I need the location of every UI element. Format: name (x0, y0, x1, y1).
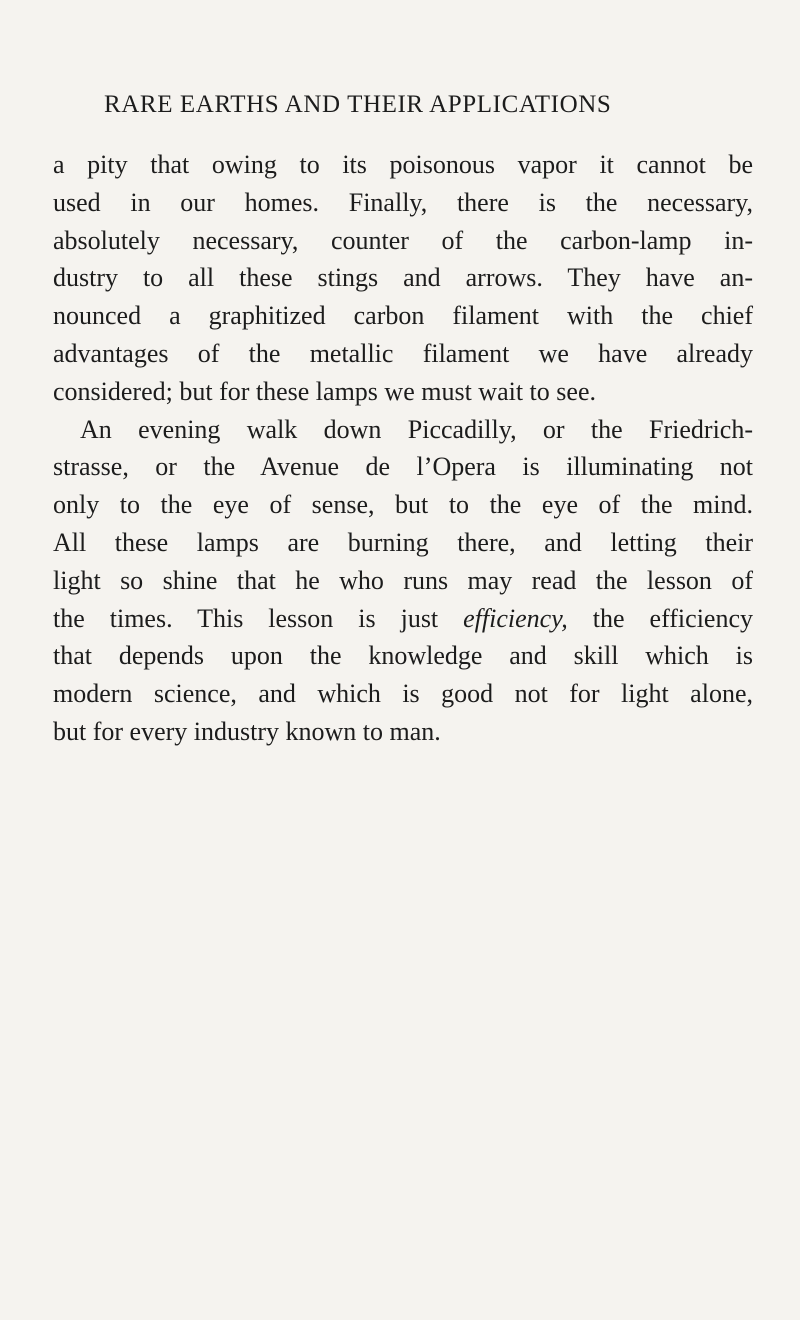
paragraph-2 (53, 411, 753, 751)
text-line: used in our homes. Finally, there is the necessary, (53, 187, 753, 217)
text-line: An evening walk down Piccadilly, or the Friedrich- (80, 414, 753, 444)
text-line: only to the eye of sense, but to the eye of the mind. (53, 490, 753, 520)
text-line: dustry to all these stings and arrows. They have an- (53, 263, 753, 293)
emphasized-word: efficiency, (463, 603, 568, 633)
text-line: considered; but for these lamps we must wait to see. (53, 376, 596, 406)
text-line: absolutely necessary, counter of the carbon-lamp in- (53, 225, 753, 255)
text-segment: the times. This lesson is just (53, 603, 464, 633)
text-line: but for every industry known to man. (53, 716, 441, 746)
body-text (53, 146, 753, 751)
text-line: a pity that owing to its poisonous vapor it cannot be (53, 150, 753, 179)
text-line-with-emphasis (53, 600, 753, 638)
text-line: nounced a graphitized carbon filament with the chief (53, 301, 753, 331)
text-line: light so shine that he who runs may read the lesson of (53, 565, 753, 595)
running-head: RARE EARTHS AND THEIR APPLICATIONS (104, 91, 612, 118)
text-line: strasse, or the Avenue de l’Opera is illuminating not (53, 452, 753, 482)
text-line: advantages of the metallic filament we have already (53, 338, 753, 368)
text-line: that depends upon the knowledge and skill which is (53, 641, 753, 671)
paragraph-1 (53, 146, 753, 411)
text-line: modern science, and which is good not for light alone, (53, 679, 753, 709)
text-segment: the efficiency (567, 603, 753, 633)
text-line: All these lamps are burning there, and letting their (53, 527, 753, 557)
